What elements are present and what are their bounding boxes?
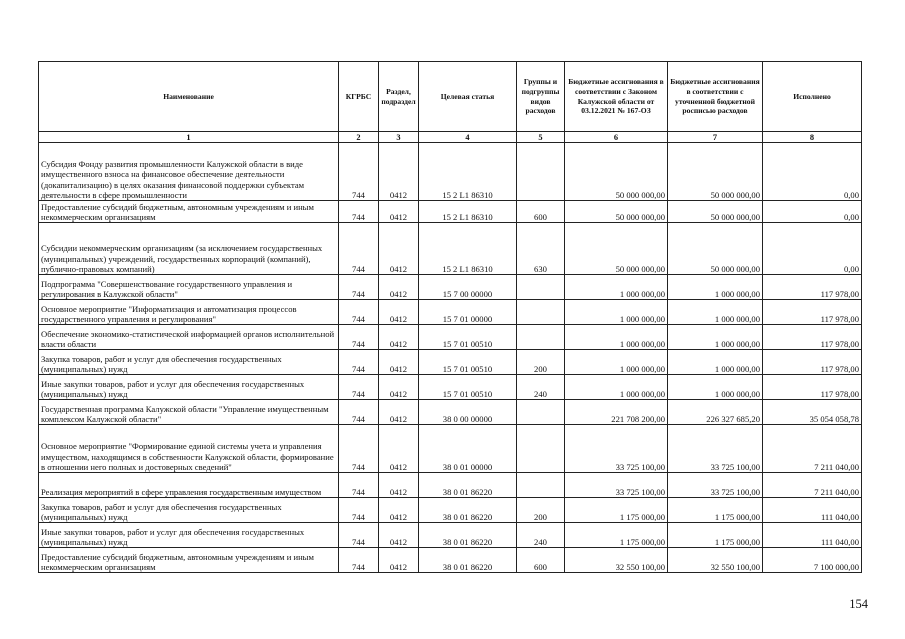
row-group bbox=[517, 300, 565, 325]
row-name: Закупка товаров, работ и услуг для обеспечения государственных (муниципальных) нужд bbox=[39, 498, 339, 523]
row-plan-allocation: 1 000 000,00 bbox=[668, 325, 763, 350]
row-law-allocation: 221 708 200,00 bbox=[565, 400, 668, 425]
row-kgrbs: 744 bbox=[339, 275, 379, 300]
row-law-allocation: 1 175 000,00 bbox=[565, 523, 668, 548]
row-article: 38 0 01 86220 bbox=[419, 523, 517, 548]
row-law-allocation: 33 725 100,00 bbox=[565, 473, 668, 498]
row-article: 15 7 01 00510 bbox=[419, 350, 517, 375]
row-name: Субсидии некоммерческим организациям (за исключением государственных (муниципальных) учреждений, государственных корпораций (компаний), публично-правовых компаний) bbox=[39, 223, 339, 275]
row-executed: 117 978,00 bbox=[763, 375, 862, 400]
row-name: Предоставление субсидий бюджетным, автономным учреждениям и иным некоммерческим организациям bbox=[39, 548, 339, 573]
row-law-allocation: 32 550 100,00 bbox=[565, 548, 668, 573]
row-executed: 117 978,00 bbox=[763, 350, 862, 375]
row-law-allocation: 1 000 000,00 bbox=[565, 325, 668, 350]
budget-table bbox=[38, 61, 862, 573]
row-law-allocation: 1 175 000,00 bbox=[565, 498, 668, 523]
column-number: 6 bbox=[565, 132, 668, 143]
row-group: 600 bbox=[517, 201, 565, 223]
row-article: 38 0 01 86220 bbox=[419, 548, 517, 573]
row-article: 15 7 01 00000 bbox=[419, 300, 517, 325]
row-executed: 35 054 058,78 bbox=[763, 400, 862, 425]
row-section: 0412 bbox=[379, 548, 419, 573]
row-section: 0412 bbox=[379, 201, 419, 223]
table-row bbox=[39, 275, 862, 300]
table-row bbox=[39, 201, 862, 223]
column-number: 4 bbox=[419, 132, 517, 143]
row-law-allocation: 1 000 000,00 bbox=[565, 275, 668, 300]
row-executed: 117 978,00 bbox=[763, 300, 862, 325]
row-section: 0412 bbox=[379, 498, 419, 523]
table-row bbox=[39, 300, 862, 325]
row-name: Реализация мероприятий в сфере управления государственным имуществом bbox=[39, 473, 339, 498]
row-article: 15 2 L1 86310 bbox=[419, 223, 517, 275]
row-plan-allocation: 33 725 100,00 bbox=[668, 473, 763, 498]
row-group bbox=[517, 400, 565, 425]
row-kgrbs: 744 bbox=[339, 300, 379, 325]
table-row bbox=[39, 223, 862, 275]
row-article: 38 0 01 86220 bbox=[419, 498, 517, 523]
column-number: 2 bbox=[339, 132, 379, 143]
row-law-allocation: 33 725 100,00 bbox=[565, 425, 668, 473]
row-plan-allocation: 50 000 000,00 bbox=[668, 223, 763, 275]
row-name: Обеспечение экономико-статистической информацией органов исполнительной власти области bbox=[39, 325, 339, 350]
row-section: 0412 bbox=[379, 300, 419, 325]
header-article: Целевая статья bbox=[419, 62, 517, 132]
row-article: 38 0 01 00000 bbox=[419, 425, 517, 473]
header-kgrbs: КГРБС bbox=[339, 62, 379, 132]
table-row bbox=[39, 425, 862, 473]
table-row bbox=[39, 375, 862, 400]
row-kgrbs: 744 bbox=[339, 523, 379, 548]
row-executed: 117 978,00 bbox=[763, 325, 862, 350]
row-article: 15 2 L1 86310 bbox=[419, 143, 517, 201]
row-kgrbs: 744 bbox=[339, 425, 379, 473]
row-section: 0412 bbox=[379, 473, 419, 498]
table-row bbox=[39, 143, 862, 201]
table-header-row bbox=[39, 62, 862, 132]
row-kgrbs: 744 bbox=[339, 498, 379, 523]
row-executed: 111 040,00 bbox=[763, 498, 862, 523]
row-name: Иные закупки товаров, работ и услуг для обеспечения государственных (муниципальных) нужд bbox=[39, 375, 339, 400]
row-section: 0412 bbox=[379, 400, 419, 425]
row-law-allocation: 1 000 000,00 bbox=[565, 350, 668, 375]
row-executed: 0,00 bbox=[763, 143, 862, 201]
header-plan-allocation: Бюджетные ассигнования в соответствии с уточненной бюджетной росписью расходов bbox=[668, 62, 763, 132]
row-law-allocation: 50 000 000,00 bbox=[565, 223, 668, 275]
row-section: 0412 bbox=[379, 375, 419, 400]
row-plan-allocation: 1 000 000,00 bbox=[668, 275, 763, 300]
row-plan-allocation: 1 175 000,00 bbox=[668, 523, 763, 548]
row-law-allocation: 50 000 000,00 bbox=[565, 201, 668, 223]
header-law-allocation: Бюджетные ассигнования в соответствии с Законом Калужской области от 03.12.2021 № 167-ОЗ bbox=[565, 62, 668, 132]
row-group: 600 bbox=[517, 548, 565, 573]
table-row bbox=[39, 325, 862, 350]
row-section: 0412 bbox=[379, 425, 419, 473]
row-plan-allocation: 1 175 000,00 bbox=[668, 498, 763, 523]
row-group: 240 bbox=[517, 375, 565, 400]
header-executed: Исполнено bbox=[763, 62, 862, 132]
row-group bbox=[517, 143, 565, 201]
row-group bbox=[517, 473, 565, 498]
row-group bbox=[517, 425, 565, 473]
table-row bbox=[39, 498, 862, 523]
table-row bbox=[39, 400, 862, 425]
row-kgrbs: 744 bbox=[339, 400, 379, 425]
row-name: Закупка товаров, работ и услуг для обеспечения государственных (муниципальных) нужд bbox=[39, 350, 339, 375]
column-number: 5 bbox=[517, 132, 565, 143]
row-group: 200 bbox=[517, 350, 565, 375]
row-executed: 7 100 000,00 bbox=[763, 548, 862, 573]
row-plan-allocation: 33 725 100,00 bbox=[668, 425, 763, 473]
row-kgrbs: 744 bbox=[339, 143, 379, 201]
row-group: 240 bbox=[517, 523, 565, 548]
header-group: Группы и подгруппы видов расходов bbox=[517, 62, 565, 132]
row-plan-allocation: 50 000 000,00 bbox=[668, 143, 763, 201]
row-law-allocation: 1 000 000,00 bbox=[565, 375, 668, 400]
row-group bbox=[517, 325, 565, 350]
row-law-allocation: 50 000 000,00 bbox=[565, 143, 668, 201]
header-section: Раздел, подраздел bbox=[379, 62, 419, 132]
row-section: 0412 bbox=[379, 223, 419, 275]
row-article: 15 7 00 00000 bbox=[419, 275, 517, 300]
row-name: Основное мероприятие "Информатизация и автоматизация процессов государственного управления и регулирования" bbox=[39, 300, 339, 325]
table-row bbox=[39, 548, 862, 573]
row-group: 200 bbox=[517, 498, 565, 523]
row-plan-allocation: 32 550 100,00 bbox=[668, 548, 763, 573]
row-executed: 117 978,00 bbox=[763, 275, 862, 300]
row-law-allocation: 1 000 000,00 bbox=[565, 300, 668, 325]
row-kgrbs: 744 bbox=[339, 548, 379, 573]
row-executed: 0,00 bbox=[763, 223, 862, 275]
row-kgrbs: 744 bbox=[339, 325, 379, 350]
row-plan-allocation: 1 000 000,00 bbox=[668, 300, 763, 325]
column-number: 8 bbox=[763, 132, 862, 143]
row-plan-allocation: 50 000 000,00 bbox=[668, 201, 763, 223]
row-executed: 7 211 040,00 bbox=[763, 425, 862, 473]
row-article: 38 0 00 00000 bbox=[419, 400, 517, 425]
column-number-row bbox=[39, 132, 862, 143]
header-name: Наименование bbox=[39, 62, 339, 132]
row-article: 38 0 01 86220 bbox=[419, 473, 517, 498]
row-section: 0412 bbox=[379, 275, 419, 300]
row-section: 0412 bbox=[379, 350, 419, 375]
row-article: 15 7 01 00510 bbox=[419, 375, 517, 400]
row-name: Подпрограмма "Совершенствование государственного управления и регулирования в Калужской области" bbox=[39, 275, 339, 300]
row-kgrbs: 744 bbox=[339, 223, 379, 275]
row-name: Предоставление субсидий бюджетным, автономным учреждениям и иным некоммерческим организациям bbox=[39, 201, 339, 223]
row-plan-allocation: 1 000 000,00 bbox=[668, 375, 763, 400]
row-section: 0412 bbox=[379, 325, 419, 350]
row-executed: 0,00 bbox=[763, 201, 862, 223]
row-name: Основное мероприятие "Формирование единой системы учета и управления имуществом, находящимся в собственности Калужской области, формирование в отношении него полных и достоверных сведений" bbox=[39, 425, 339, 473]
table-row bbox=[39, 350, 862, 375]
table-row bbox=[39, 473, 862, 498]
row-executed: 7 211 040,00 bbox=[763, 473, 862, 498]
column-number: 1 bbox=[39, 132, 339, 143]
row-article: 15 7 01 00510 bbox=[419, 325, 517, 350]
page-number: 154 bbox=[849, 597, 868, 611]
column-number: 7 bbox=[668, 132, 763, 143]
row-plan-allocation: 1 000 000,00 bbox=[668, 350, 763, 375]
row-name: Субсидия Фонду развития промышленности Калужской области в виде имущественного взноса на финансовое обеспечение деятельности (докапитализацию) в целях оказания финансовой поддержки субъектам деятельности в сфере промышленности bbox=[39, 143, 339, 201]
row-executed: 111 040,00 bbox=[763, 523, 862, 548]
row-section: 0412 bbox=[379, 143, 419, 201]
row-kgrbs: 744 bbox=[339, 201, 379, 223]
row-kgrbs: 744 bbox=[339, 375, 379, 400]
row-plan-allocation: 226 327 685,20 bbox=[668, 400, 763, 425]
row-name: Иные закупки товаров, работ и услуг для обеспечения государственных (муниципальных) нужд bbox=[39, 523, 339, 548]
row-group: 630 bbox=[517, 223, 565, 275]
row-section: 0412 bbox=[379, 523, 419, 548]
table-row bbox=[39, 523, 862, 548]
row-name: Государственная программа Калужской области "Управление имущественным комплексом Калужской области" bbox=[39, 400, 339, 425]
row-kgrbs: 744 bbox=[339, 350, 379, 375]
row-kgrbs: 744 bbox=[339, 473, 379, 498]
row-group bbox=[517, 275, 565, 300]
row-article: 15 2 L1 86310 bbox=[419, 201, 517, 223]
column-number: 3 bbox=[379, 132, 419, 143]
